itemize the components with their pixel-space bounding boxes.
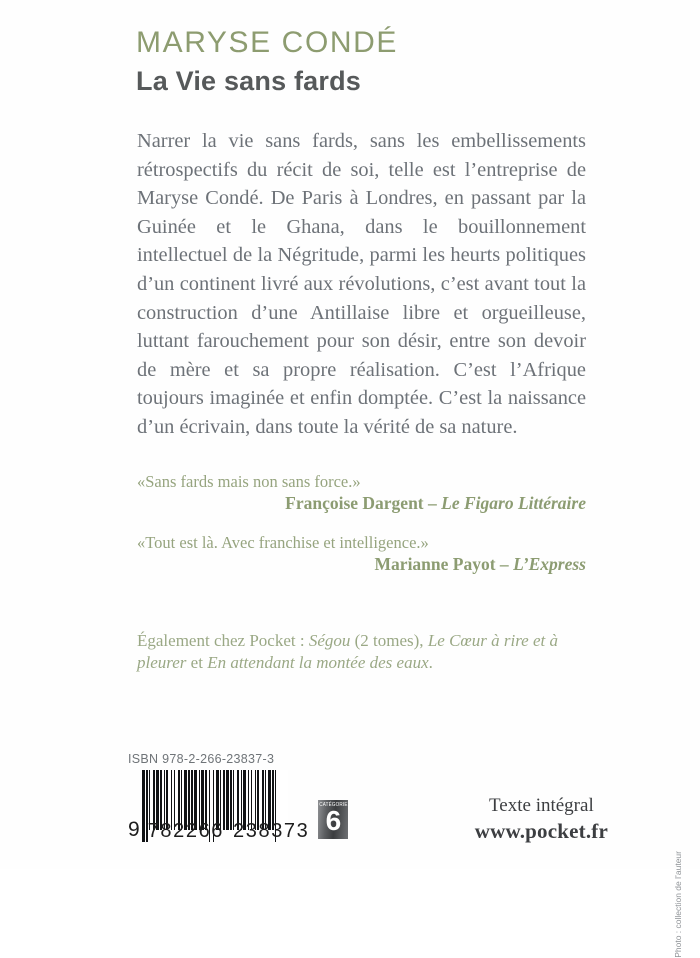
category-label: CATÉGORIE	[319, 802, 348, 808]
category-badge	[318, 800, 348, 839]
barcode-lead-digit: 9	[128, 818, 140, 841]
texte-integral-label: Texte intégral	[489, 795, 594, 816]
barcode-bars-block	[142, 770, 310, 841]
also-mid-2: et	[186, 653, 208, 672]
quote-publication: L’Express	[513, 554, 586, 574]
quote-text: «Tout est là. Avec franchise et intelligence.»	[137, 533, 429, 552]
quote-publication: Le Figaro Littéraire	[441, 493, 586, 513]
category-number: 6	[325, 805, 342, 836]
barcode-area	[128, 752, 348, 841]
isbn-label: ISBN 978-2-266-23837-3	[128, 752, 275, 766]
also-end: .	[428, 653, 433, 672]
also-published-line	[137, 630, 589, 674]
pocket-website[interactable]: www.pocket.fr	[474, 819, 608, 843]
author-name: MARYSE CONDÉ	[136, 26, 399, 59]
also-title-3: En attendant la montée des eaux	[207, 653, 429, 672]
barcode-digits-group-2: 238373	[233, 820, 310, 842]
publisher-footer	[475, 794, 608, 844]
also-title-2: Le Cœur à rire et à pleurer	[137, 631, 558, 672]
also-title-1: Ségou	[308, 631, 351, 650]
also-intro: Également chez Pocket :	[137, 631, 309, 650]
quote-text: «Sans fards mais non sans force.»	[137, 472, 361, 491]
also-mid-1: (2 tomes),	[350, 631, 428, 650]
barcode-digits-group-1: 782266	[147, 820, 225, 842]
barcode-row	[128, 770, 348, 841]
ean-barcode	[128, 770, 309, 841]
press-quote	[137, 532, 586, 576]
photo-credit: Photo : collection de l’auteur	[673, 851, 683, 958]
barcode-digits	[142, 821, 310, 841]
book-title: La Vie sans fards	[136, 66, 362, 96]
press-quotes	[137, 471, 586, 593]
blurb-text: Narrer la vie sans fards, sans les embellissements rétrospectifs du récit de soi, telle est l’entreprise de Maryse Condé. De Paris à Londres, en passant par la Guinée et le Ghana, dans le bouillonnement intellectuel de la Négritude, parmi les heurts politiques d’un continent livré aux révolutions, c’est avant tout la construction d’une Antillaise libre et orgueilleuse, luttant farouchement pour son désir, entre son devoir de mère et sa propre réalisation. C’est l’Afrique toujours imaginée et enfin domptée. C’est la naissance d’un écrivain, dans toute la vérité de sa nature.	[137, 130, 586, 438]
quote-critic: Françoise Dargent –	[285, 493, 442, 513]
press-quote	[137, 471, 586, 515]
quote-attribution	[137, 553, 586, 576]
quote-attribution	[137, 492, 586, 515]
quote-critic: Marianne Payot –	[374, 554, 514, 574]
